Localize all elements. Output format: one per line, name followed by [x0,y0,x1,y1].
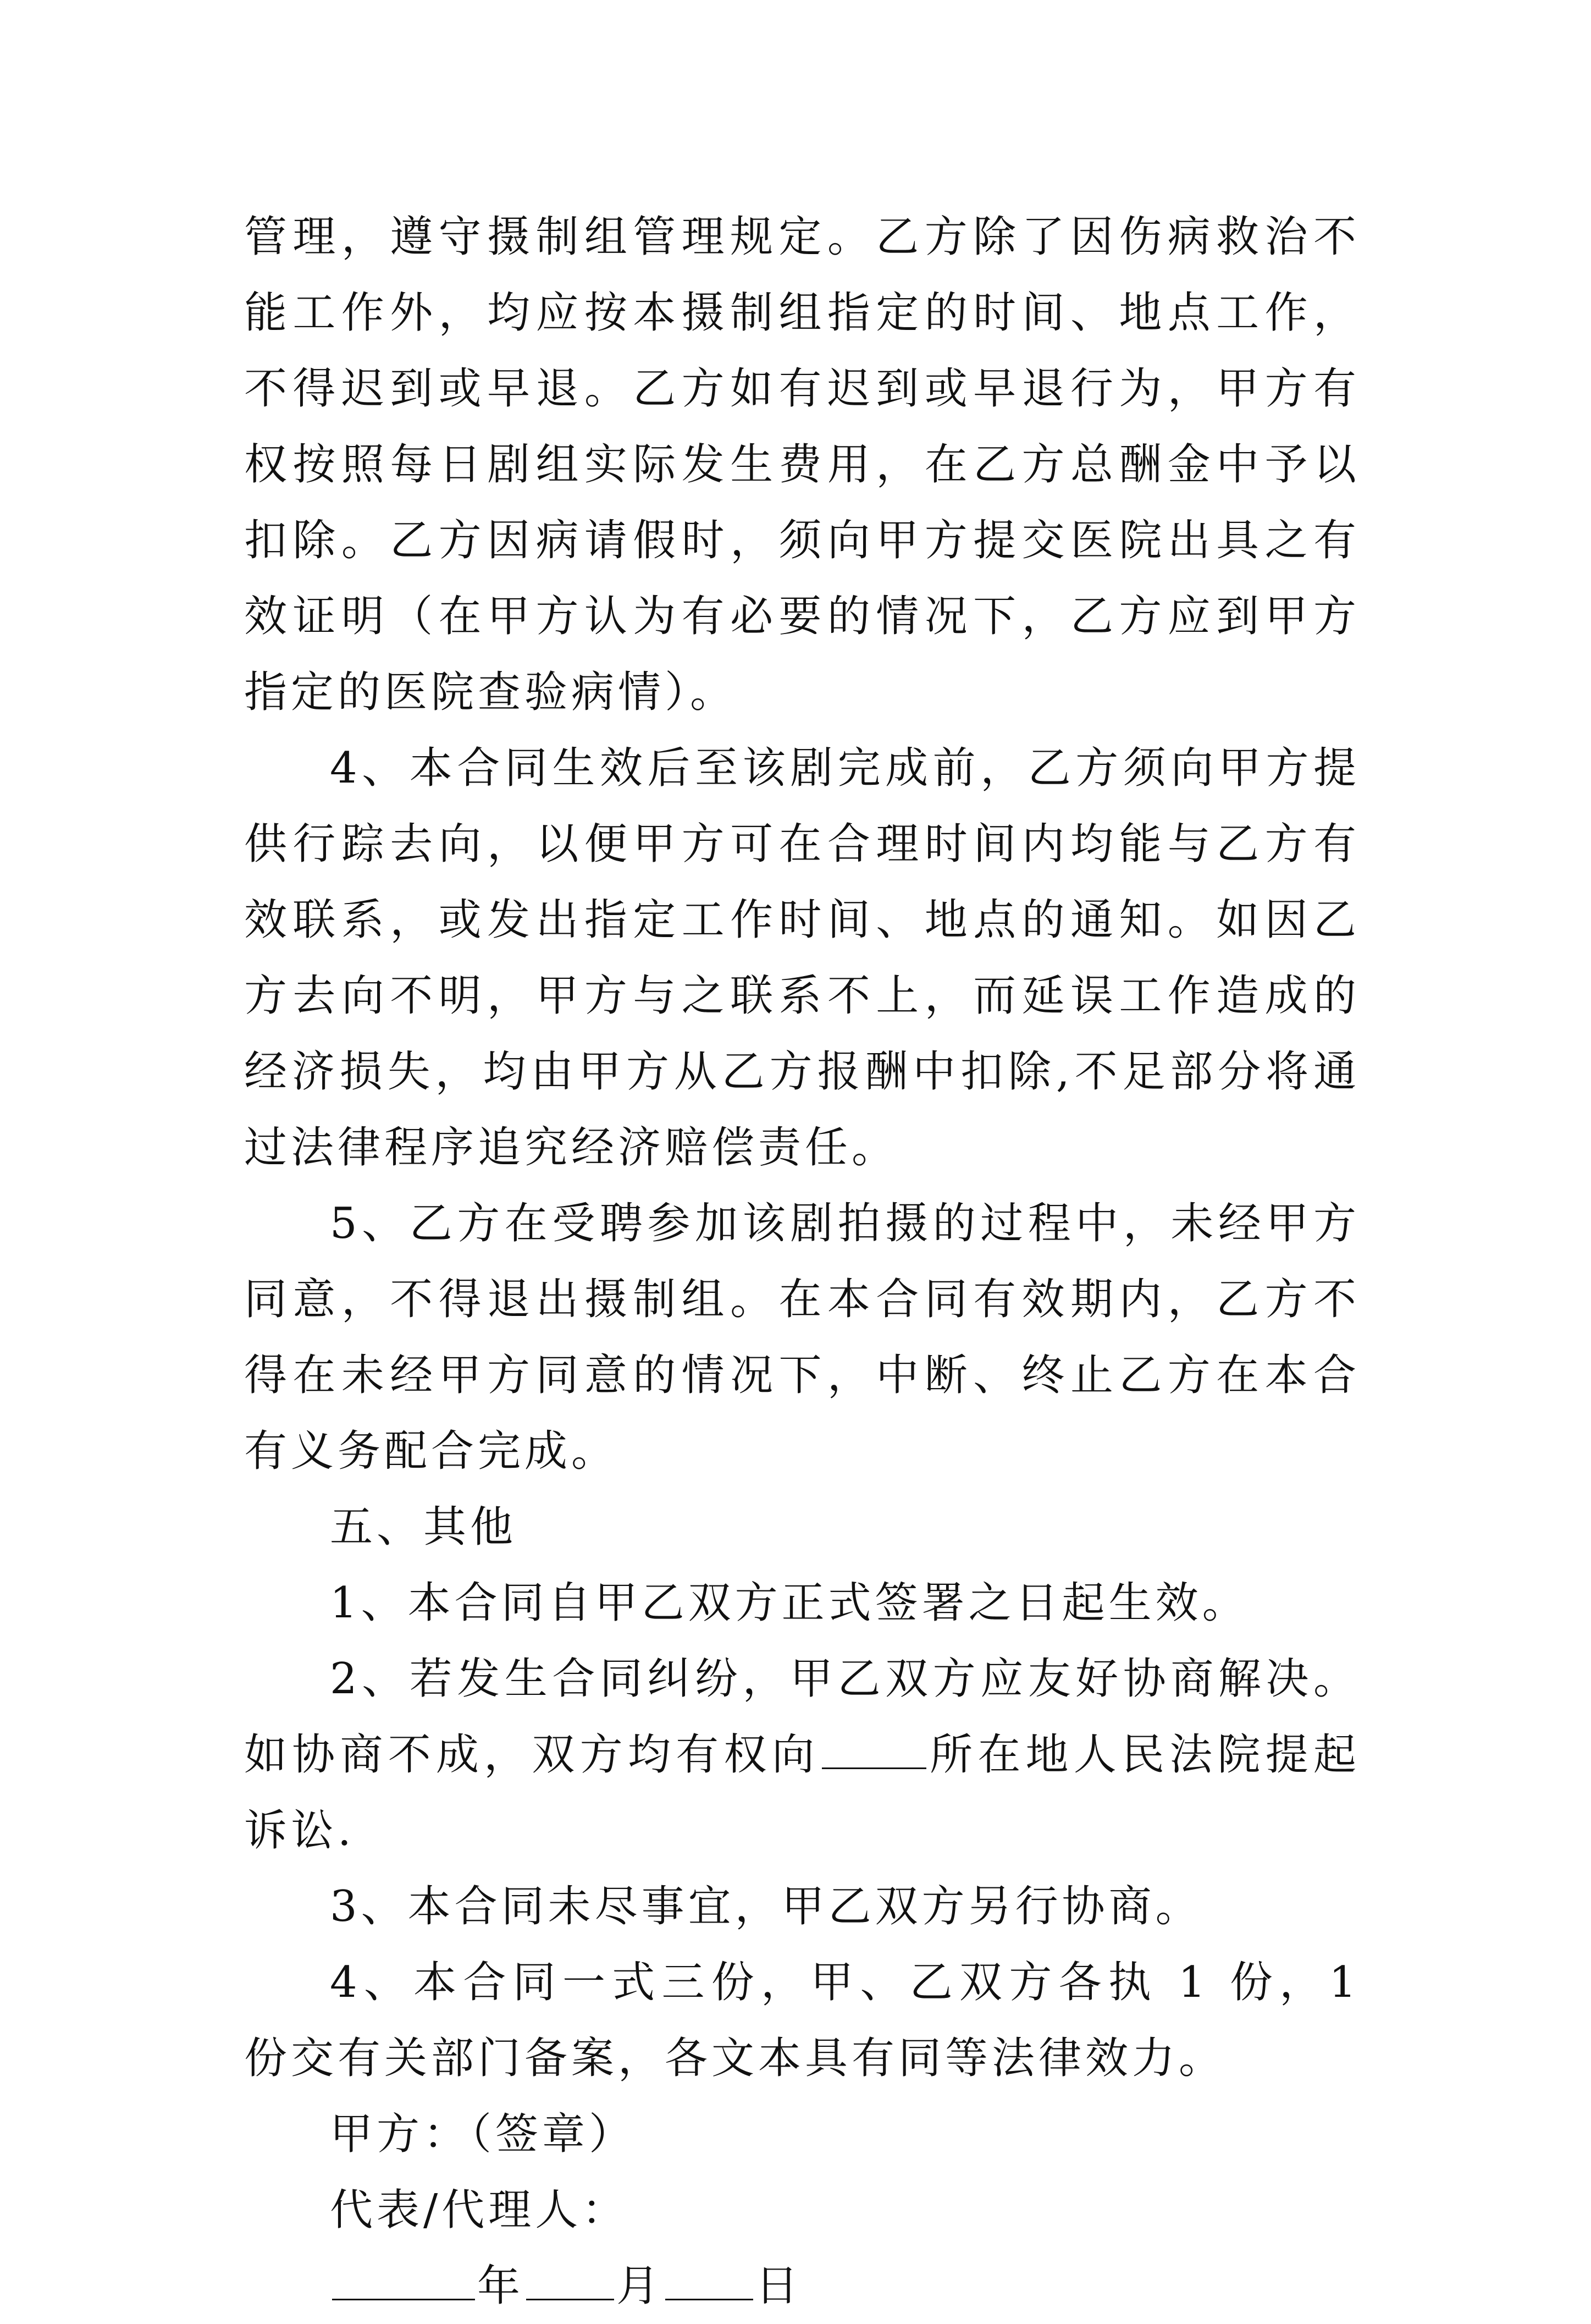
month-label: 月 [616,2261,664,2311]
year-label: 年 [477,2261,524,2311]
party-a-signature-label: 甲方：（签章） [330,2110,636,2159]
year-blank [332,2266,475,2300]
day-label: 日 [755,2261,803,2311]
paragraph-clause-5: 5、乙方在受聘参加该剧拍摄的过程中，未经甲方同意，不得退出摄制组。在本合同有效期内，乙方不得在未经甲方同意的情况下，中断、终止乙方在本合有义务配合完成。 [244,1199,1360,1476]
representative-label: 代表/代理人： [330,2185,629,2235]
section-heading-other: 五、其他 [330,1502,517,1552]
month-blank [526,2266,614,2300]
document-body [244,199,1360,2324]
paragraph-other-1: 1、本合同自甲乙双方正式签署之日起生效。 [330,1578,1249,1628]
paragraph-other-3: 3、本合同未尽事宜，甲乙双方另行协商。 [330,1882,1202,1931]
day-blank [665,2266,753,2300]
paragraph-clause-4: 4、本合同生效后至该剧完成前，乙方须向甲方提供行踪去向，以便甲方可在合理时间内均能与乙方有效联系，或发出指定工作时间、地点的通知。如因乙方去向不明，甲方与之联系不上，而延误工作造成的经济损失，均由甲方从乙方报酬中扣除,不足部分将通过法律程序追究经济赔偿责任。 [244,744,1360,1172]
paragraph-other-4: 4、本合同一式三份，甲、乙双方各执 1 份，1 份交有关部门备案，各文本具有同等法律效力。 [244,1958,1360,2083]
date-line [244,2248,1360,2324]
dispute-text-after: 所在地人民法院提起诉讼. [244,1730,1360,1855]
dispute-text-before: 2、若发生合同纠纷，甲乙双方应友好协商解决。如协商不成，双方均有权向 [244,1654,1360,1780]
paragraph-continuation: 管理，遵守摄制组管理规定。乙方除了因伤病救治不能工作外，均应按本摄制组指定的时间、地点工作，不得迟到或早退。乙方如有迟到或早退行为，甲方有权按照每日剧组实际发生费用，在乙方总酬金中予以扣除。乙方因病请假时，须向甲方提交医院出具之有效证明（在甲方认为有必要的情况下，乙方应到甲方指定的医院查验病情）。 [244,212,1360,717]
court-location-blank [822,1734,926,1769]
paragraph-other-2 [244,1641,1360,1869]
